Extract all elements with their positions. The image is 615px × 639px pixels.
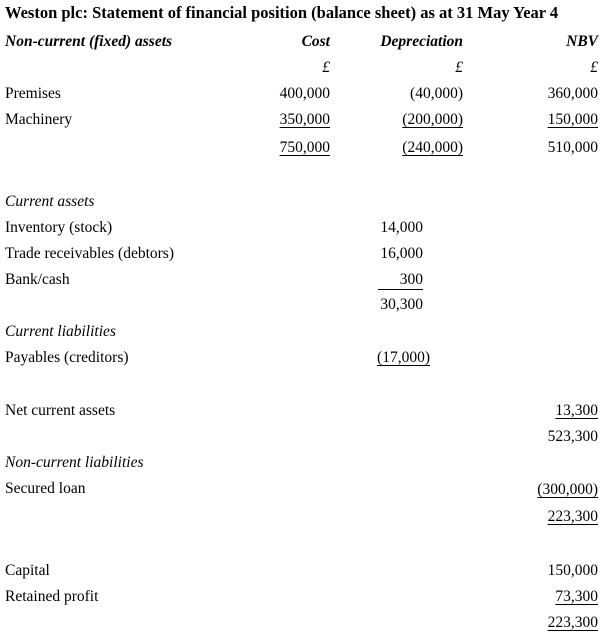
machinery-depreciation: (200,000)	[402, 111, 463, 128]
statement-title: Weston plc: Statement of financial position (balance sheet) as at 31 May Year 4	[5, 3, 559, 22]
equity-total-value: 223,300	[547, 614, 598, 631]
capital-value: 150,000	[547, 562, 598, 579]
total-cost: 750,000	[279, 139, 330, 156]
premises-cost: 400,000	[279, 85, 330, 102]
non-current-liabilities-heading: Non-current liabilities	[5, 454, 144, 471]
nbv-currency-symbol: £	[590, 59, 598, 76]
trade-receivables-value: 16,000	[380, 245, 423, 262]
bank-cash-label: Bank/cash	[5, 271, 70, 288]
current-assets-subtotal-rule	[378, 289, 423, 290]
secured-loan-value: (300,000)	[537, 481, 598, 498]
current-liabilities-heading: Current liabilities	[5, 323, 116, 340]
net-assets-value: 223,300	[547, 508, 598, 525]
retained-profit-label: Retained profit	[5, 588, 99, 605]
premises-label: Premises	[5, 85, 61, 102]
running-total-value: 523,300	[547, 428, 598, 445]
bank-cash-value: 300	[399, 271, 423, 288]
machinery-nbv: 150,000	[547, 111, 598, 128]
payables-label: Payables (creditors)	[5, 349, 129, 366]
capital-label: Capital	[5, 562, 50, 579]
net-current-assets-value: 13,300	[555, 402, 598, 419]
non-current-assets-heading: Non-current (fixed) assets	[5, 33, 173, 50]
depreciation-column-header: Depreciation	[380, 33, 463, 50]
current-assets-total: 30,300	[380, 296, 423, 313]
inventory-value: 14,000	[380, 219, 423, 236]
nbv-column-header: NBV	[566, 33, 598, 50]
secured-loan-label: Secured loan	[5, 480, 86, 497]
premises-nbv: 360,000	[547, 85, 598, 102]
cost-column-header: Cost	[301, 33, 330, 50]
total-nbv: 510,000	[547, 139, 598, 156]
machinery-cost: 350,000	[279, 111, 330, 128]
inventory-label: Inventory (stock)	[5, 219, 113, 236]
premises-depreciation: (40,000)	[410, 85, 463, 102]
current-assets-heading: Current assets	[5, 193, 95, 210]
cost-currency-symbol: £	[322, 59, 330, 76]
trade-receivables-label: Trade receivables (debtors)	[5, 245, 175, 262]
total-depreciation: (240,000)	[402, 139, 463, 156]
retained-profit-value: 73,300	[555, 588, 598, 605]
net-current-assets-label: Net current assets	[5, 402, 116, 419]
payables-value: (17,000)	[377, 349, 430, 366]
machinery-label: Machinery	[5, 111, 73, 128]
depreciation-currency-symbol: £	[455, 59, 463, 76]
